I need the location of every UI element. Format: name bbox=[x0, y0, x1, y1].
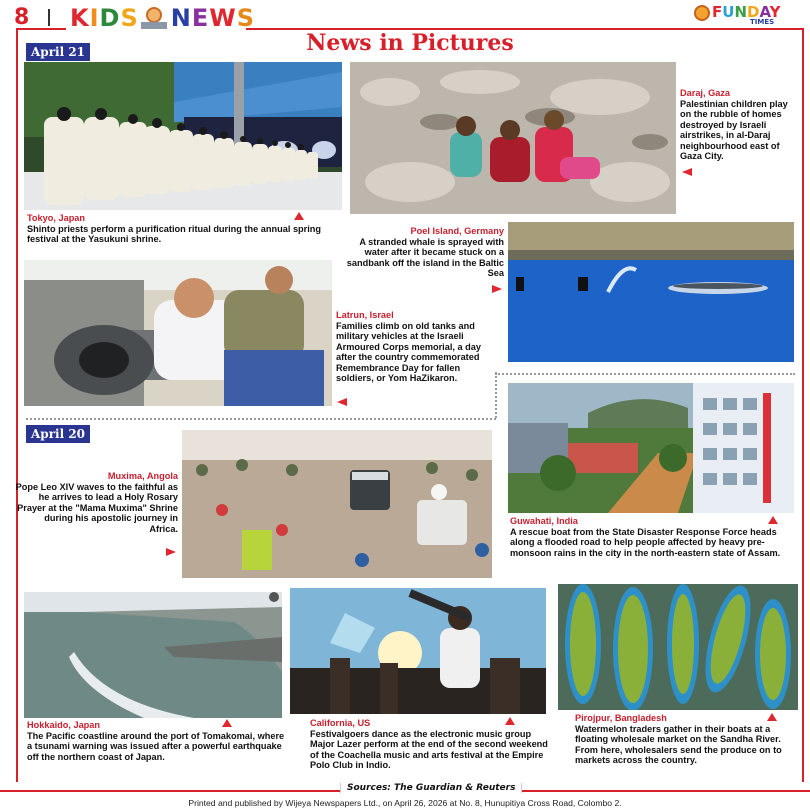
photo-hokkaido bbox=[24, 592, 282, 718]
kid-mascot-icon bbox=[141, 7, 167, 29]
caption-text-gaza: Palestinian children play on the rubble of homes destroyed by Israeli airstrikes, in al-Daraj neighbourhood east of Gaza City. bbox=[680, 98, 788, 161]
mascot-icon bbox=[694, 5, 710, 21]
pointer-arrow-icon bbox=[492, 285, 502, 293]
caption-text-tokyo: Shinto priests perform a purification ritual during the annual spring festival at the Yasukuni shrine. bbox=[27, 223, 322, 244]
pointer-arrow-icon bbox=[505, 717, 515, 725]
photo-poel bbox=[508, 222, 794, 362]
section-divider bbox=[26, 418, 496, 420]
caption-latrun bbox=[336, 310, 500, 384]
location-guwahati: Guwahati, India bbox=[510, 516, 578, 526]
photo-tokyo bbox=[24, 62, 342, 210]
location-hokkaido: Hokkaido, Japan bbox=[27, 720, 101, 730]
funday-times-logo: FUNDAY TIMES bbox=[694, 3, 804, 29]
page-number: 8 bbox=[14, 5, 30, 30]
section-divider bbox=[495, 372, 497, 418]
location-poel: Poel Island, Germany bbox=[410, 226, 504, 236]
caption-text-latrun: Families climb on old tanks and military vehicles at the Israeli Armoured Corps memorial, a day after the country commemorated Remembrance Day for fallen soldiers, or Yom HaZikaron. bbox=[336, 320, 481, 383]
caption-text-guwahati: A rescue boat from the State Disaster Response Force heads along a flooded road to help people affected by heavy pre-monsoon rains in the city in the north-eastern state of Assam. bbox=[510, 526, 781, 558]
caption-text-pirojpur: Watermelon traders gather in their boats at a floating wholesale market on the Sandha River. From here, wholesalers send the produce on to markets across the country. bbox=[575, 723, 782, 765]
caption-tokyo bbox=[27, 213, 327, 245]
sources-credit: Sources: The Guardian & Reuters bbox=[340, 783, 522, 793]
location-gaza: Daraj, Gaza bbox=[680, 88, 731, 98]
page-title: News in Pictures bbox=[306, 30, 514, 56]
imprint-line: Printed and published by Wijeya Newspapers Ltd., on April 26, 2026 at No. 8, Hunupitiya Cross Road, Colombo 2. bbox=[188, 798, 622, 808]
caption-hokkaido bbox=[27, 720, 287, 762]
caption-text-muxima: Pope Leo XIV waves to the faithful as he arrives to lead a Holy Rosary Prayer at the "Mama Muxima" Shrine during his apostolic journey in Africa. bbox=[15, 481, 178, 534]
date-badge-april-20: April 20 bbox=[26, 425, 90, 443]
photo-california bbox=[290, 588, 546, 714]
caption-text-hokkaido: The Pacific coastline around the port of Tomakomai, where a tsunami warning was issued after a powerful earthquake off the northern coast of Japan. bbox=[27, 730, 285, 762]
caption-gaza bbox=[680, 88, 798, 162]
photo-latrun bbox=[24, 260, 332, 406]
location-muxima: Muxima, Angola bbox=[107, 471, 178, 481]
location-latrun: Latrun, Israel bbox=[336, 310, 394, 320]
caption-california bbox=[310, 718, 550, 771]
pointer-arrow-icon bbox=[768, 516, 778, 524]
header-divider bbox=[48, 9, 50, 26]
location-california: California, US bbox=[310, 718, 371, 728]
kids-news-logo: K I D S N E W S bbox=[70, 4, 254, 32]
caption-muxima bbox=[14, 471, 178, 534]
pointer-arrow-icon bbox=[682, 168, 692, 176]
pointer-arrow-icon bbox=[294, 212, 304, 220]
caption-text-california: Festivalgoers dance as the electronic music group Major Lazer perform at the end of the second weekend of the Coachella music and arts festival at the Empire Polo Club in Indio. bbox=[310, 728, 548, 770]
date-badge-april-21: April 21 bbox=[26, 43, 90, 61]
pointer-arrow-icon bbox=[222, 719, 232, 727]
photo-gaza bbox=[350, 62, 676, 214]
caption-text-poel: A stranded whale is sprayed with water after it became stuck on a sandbank off the island in the Baltic Sea bbox=[346, 236, 504, 278]
caption-guwahati bbox=[510, 516, 800, 558]
times-label: TIMES bbox=[750, 18, 775, 26]
pointer-arrow-icon bbox=[166, 548, 176, 556]
photo-muxima bbox=[182, 430, 492, 578]
location-pirojpur: Pirojpur, Bangladesh bbox=[575, 713, 667, 723]
photo-pirojpur bbox=[558, 584, 798, 710]
section-divider bbox=[495, 373, 795, 375]
photo-guwahati bbox=[508, 383, 794, 513]
caption-poel bbox=[340, 226, 504, 279]
location-tokyo: Tokyo, Japan bbox=[27, 213, 86, 223]
pointer-arrow-icon bbox=[337, 398, 347, 406]
pointer-arrow-icon bbox=[767, 713, 777, 721]
